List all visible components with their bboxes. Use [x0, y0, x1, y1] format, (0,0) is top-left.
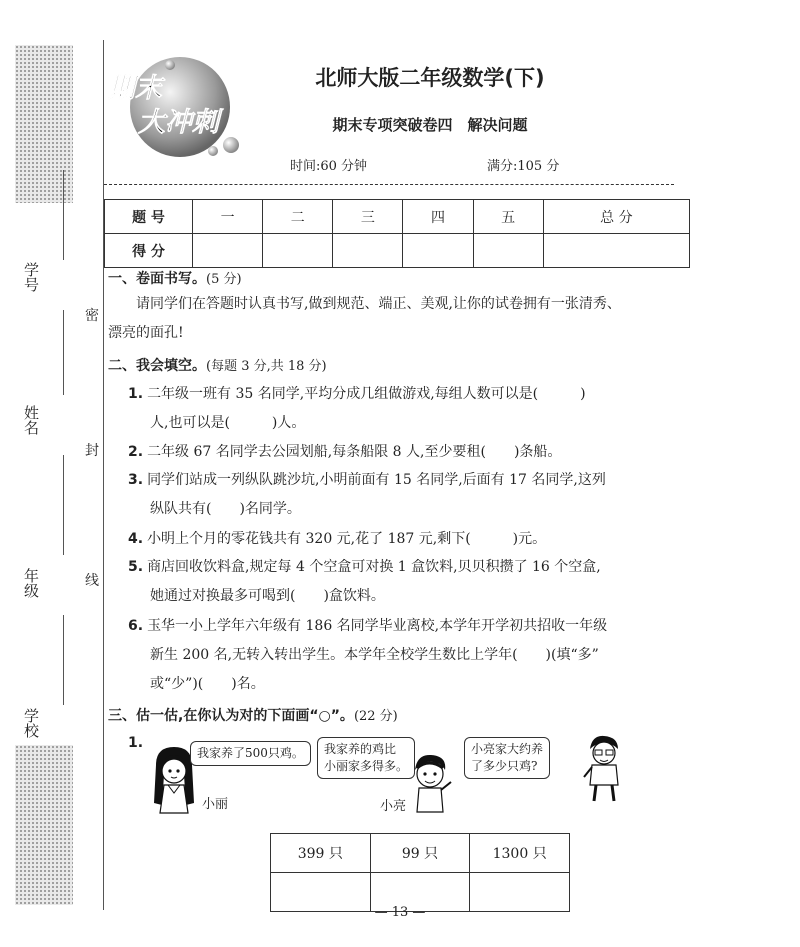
- question-3-1-number: 1.: [128, 735, 144, 751]
- score-header-cell: 题 号: [105, 200, 193, 234]
- name-label: 姓名: [22, 405, 40, 435]
- option-cell: 1300 只: [470, 834, 570, 873]
- question-text: 二年级一班有 35 名同学,平均分成几组做游戏,每组人数可以是( ): [147, 386, 586, 402]
- question-text-cont: 人,也可以是( )人。: [150, 415, 306, 431]
- score-cell[interactable]: [333, 234, 403, 268]
- page-title: 北师大版二年级数学(下): [315, 66, 545, 90]
- question-2-5: [128, 553, 693, 611]
- speech-bubble-question: [464, 737, 550, 779]
- boy-illustration: [405, 752, 455, 814]
- score-header-cell: 五: [473, 200, 543, 234]
- answer-options-row: [271, 834, 570, 873]
- section-1-title: 一、卷面书写。: [108, 271, 206, 287]
- binding-pattern-top: [15, 45, 73, 203]
- question-text: 小明上个月的零花钱共有 320 元,花了 187 元,剩下( )元。: [147, 531, 547, 547]
- question-number: 4.: [128, 531, 144, 547]
- logo: [108, 55, 258, 165]
- speech-bubble-xiaoliang: [317, 737, 415, 779]
- question-text: 同学们站成一列纵队跳沙坑,小明前面有 15 名同学,后面有 17 名同学,这列: [147, 472, 606, 488]
- section-3-points: (22 分): [353, 709, 398, 724]
- section-2-title: 二、我会填空。: [108, 358, 206, 374]
- divider: [104, 184, 674, 185]
- boy-illustration-2: [580, 735, 628, 803]
- question-number: 1.: [128, 386, 144, 402]
- binding-pattern-bottom: [15, 745, 73, 905]
- score-cell[interactable]: [543, 234, 689, 268]
- score-cell[interactable]: [403, 234, 473, 268]
- grade-label: 年级: [22, 568, 40, 598]
- section-3-title: 三、估一估,在你认为对的下面画“○”。: [108, 708, 354, 724]
- binding-strip: [0, 0, 100, 947]
- logo-text-1: 期末: [108, 73, 162, 104]
- speech-bubble-xiaoli: 我家养了500只鸡。: [190, 741, 311, 766]
- seal-char-feng: 封: [85, 443, 99, 459]
- time-limit: 时间:60 分钟: [290, 159, 368, 174]
- page-subtitle: 期末专项突破卷四 解决问题: [332, 116, 528, 134]
- answer-mark-cell[interactable]: [271, 873, 371, 912]
- score-row-label: 得 分: [105, 234, 193, 268]
- binding-line: [103, 40, 104, 910]
- score-cell[interactable]: [473, 234, 543, 268]
- binding-rule: [63, 615, 64, 705]
- bubble-line: 我家养的鸡比: [324, 742, 397, 756]
- question-number: 2.: [128, 444, 144, 460]
- seal-char-mi: 密: [85, 308, 99, 324]
- question-text: 二年级 67 名同学去公园划船,每条船限 8 人,至少要租( )条船。: [147, 444, 562, 460]
- name-xiaoli: 小丽: [202, 797, 229, 812]
- score-header-cell: 总 分: [543, 200, 689, 234]
- binding-rule: [63, 455, 64, 555]
- option-cell: 99 只: [370, 834, 470, 873]
- bubble-line: 小丽家多得多。: [324, 759, 409, 773]
- question-text: 玉华一小上学年六年级有 186 名同学毕业离校,本学年开学初共招收一年级: [147, 618, 608, 634]
- section-3-heading: [108, 705, 398, 725]
- question-text: 商店回收饮料盒,规定每 4 个空盒可对换 1 盒饮料,贝贝积攒了 16 个空盒,: [147, 559, 601, 575]
- answer-table: [270, 833, 570, 912]
- score-header-cell: 一: [193, 200, 263, 234]
- score-header-cell: 四: [403, 200, 473, 234]
- question-number: 3.: [128, 472, 144, 488]
- score-table-header-row: [105, 200, 690, 234]
- full-marks: 满分:105 分: [487, 159, 560, 174]
- section-2-points: (每题 3 分,共 18 分): [206, 359, 327, 374]
- score-table: [104, 199, 690, 268]
- score-cell[interactable]: [193, 234, 263, 268]
- question-text-cont: 或“少”)( )名。: [150, 676, 265, 692]
- logo-text-2: 大冲刺: [138, 107, 219, 138]
- question-2-4: [128, 525, 693, 554]
- section-1-body-line-2: 漂亮的面孔!: [108, 325, 184, 341]
- bubble-line: 了多少只鸡?: [471, 759, 538, 773]
- score-header-cell: 二: [263, 200, 333, 234]
- student-id-label: 学号: [22, 262, 40, 292]
- score-cell[interactable]: [263, 234, 333, 268]
- question-text-cont: 纵队共有( )名同学。: [150, 501, 301, 517]
- section-2-heading: [108, 355, 327, 375]
- section-1-points: (5 分): [206, 272, 242, 287]
- seal-char-xian: 线: [85, 573, 99, 589]
- school-label: 学校: [22, 708, 40, 738]
- answer-mark-cell[interactable]: [470, 873, 570, 912]
- question-2-1: [128, 380, 693, 438]
- section-1-heading: [108, 268, 242, 288]
- question-2-2: [128, 438, 693, 467]
- name-xiaoliang: 小亮: [380, 799, 407, 814]
- section-1-body-line-1: 请同学们在答题时认真书写,做到规范、端正、美观,让你的试卷拥有一张清秀、: [136, 296, 621, 312]
- page-number: — 13 —: [374, 905, 426, 920]
- question-text-cont: 她通过对换最多可喝到( )盒饮料。: [150, 588, 385, 604]
- question-2-3: [128, 466, 693, 524]
- score-table-score-row: [105, 234, 690, 268]
- question-text-cont: 新生 200 名,无转入转出学生。本学年全校学生数比上学年( )(填“多”: [150, 647, 599, 663]
- question-number: 6.: [128, 618, 144, 634]
- question-number: 5.: [128, 559, 144, 575]
- binding-rule: [63, 170, 64, 260]
- question-2-6: [128, 612, 693, 699]
- bubble-line: 小亮家大约养: [471, 742, 544, 756]
- score-header-cell: 三: [333, 200, 403, 234]
- option-cell: 399 只: [271, 834, 371, 873]
- binding-rule: [63, 310, 64, 395]
